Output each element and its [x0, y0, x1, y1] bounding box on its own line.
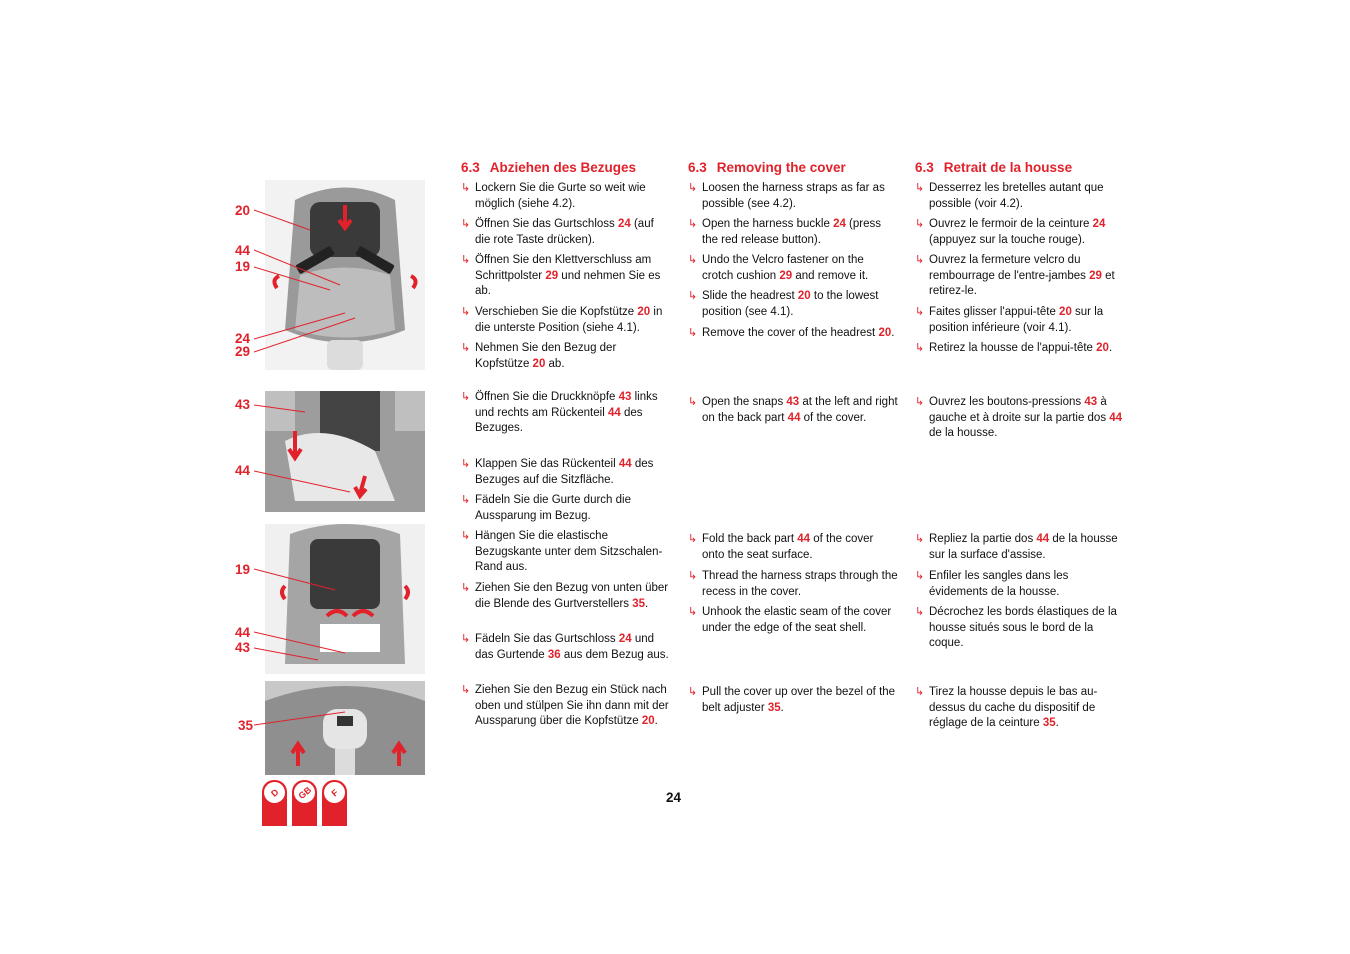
step-item [688, 532, 898, 563]
part-reference-number: 20 [532, 357, 546, 370]
step-text: Open the harness buckle [702, 218, 834, 230]
step-text: Fädeln Sie das Gurtschloss [475, 633, 619, 645]
back-cover-illustration [265, 391, 425, 512]
part-reference-number: 20 [797, 290, 811, 302]
bullet-arrow-icon: ↳ [915, 396, 925, 408]
section-heading: 6.3 Retrait de la housse [915, 160, 1073, 175]
step-item [461, 683, 671, 730]
part-reference-number: 20 [637, 306, 651, 318]
callout-19: 19 [235, 259, 251, 274]
bullet-arrow-icon: ↳ [461, 684, 471, 696]
bullet-arrow-icon: ↳ [688, 327, 698, 339]
step-text: . [1055, 717, 1059, 730]
bullet-arrow-icon: ↳ [461, 530, 471, 542]
step-text: . [654, 715, 658, 728]
step-text: of the cover. [800, 411, 867, 424]
step-item [461, 341, 671, 372]
step-text: et retirez-le. [929, 269, 1115, 298]
step-text: Décrochez les bords élastiques de la housse situés sous le bord de la coque. [929, 606, 1117, 650]
language-tab-d: D [262, 780, 287, 826]
bullet-arrow-icon: ↳ [688, 218, 698, 230]
step-item [915, 253, 1125, 300]
bullet-arrow-icon: ↳ [461, 254, 471, 266]
step-text: Fädeln Sie die Gurte durch die Aussparung im Bezug. [475, 494, 631, 522]
step-text: des Bezuges. [475, 406, 643, 435]
step-text: Undo the Velcro fastener on the crotch cushion [702, 254, 864, 282]
step-item [688, 605, 898, 636]
step-text: Fold the back part [702, 533, 798, 545]
step-item [461, 632, 671, 663]
step-text: of the cover onto the seat surface. [702, 533, 874, 561]
step-text: und nehmen Sie es ab. [475, 269, 661, 298]
part-reference-number: 44 [607, 406, 621, 419]
bullet-arrow-icon: ↳ [915, 686, 925, 698]
callout-19: 19 [235, 562, 251, 577]
step-text: Öffnen Sie den Klettverschluss am Schrittpolster [475, 254, 652, 282]
figure-1-seat-front [265, 180, 425, 370]
bullet-arrow-icon: ↳ [915, 570, 925, 582]
section-heading: 6.3 Abziehen des Bezuges [461, 160, 637, 175]
step-text: . [780, 701, 784, 714]
part-reference-number: 44 [1109, 411, 1123, 424]
step-item [688, 181, 898, 212]
step-text: Retirez la housse de l'appui-tête [929, 342, 1097, 354]
figure-4-belt-adjuster [265, 681, 425, 775]
step-item [688, 395, 898, 426]
callout-44: 44 [235, 625, 251, 640]
step-text: Remove the cover of the headrest [702, 327, 879, 339]
step-text: Slide the headrest [702, 290, 798, 302]
bullet-arrow-icon: ↳ [461, 218, 471, 230]
part-reference-number: 44 [618, 458, 632, 470]
bullet-arrow-icon: ↳ [461, 633, 471, 645]
step-text: Pull the cover up over the bezel of the belt adjuster [702, 686, 896, 714]
callout-29: 29 [235, 344, 251, 359]
step-text: links und rechts am Rückenteil [475, 391, 658, 419]
step-text: Nehmen Sie den Bezug der Kopfstütze [475, 342, 617, 370]
step-item [461, 253, 671, 300]
step-item [461, 457, 671, 488]
bullet-arrow-icon: ↳ [688, 606, 698, 618]
step-text: Desserrez les bretelles autant que possible (voir 4.2). [929, 182, 1104, 210]
part-reference-number: 29 [779, 269, 793, 282]
step-item [915, 341, 1125, 357]
step-text: (appuyez sur la touche rouge). [929, 233, 1085, 246]
callout-44: 44 [235, 463, 251, 478]
callout-35: 35 [238, 718, 254, 733]
part-reference-number: 24 [617, 218, 631, 230]
step-text: Klappen Sie das Rückenteil [475, 458, 619, 470]
step-item [915, 569, 1125, 600]
callout-24: 24 [235, 331, 251, 346]
step-text: (auf die rote Taste drücken). [475, 218, 654, 246]
step-text: at the left and right on the back part [702, 396, 898, 424]
step-text: in die unterste Position (siehe 4.1). [475, 306, 663, 334]
bullet-arrow-icon: ↳ [461, 494, 471, 506]
step-text: and remove it. [792, 269, 869, 282]
step-item [688, 569, 898, 600]
step-text: (press the red release button). [702, 218, 882, 246]
step-text: aus dem Bezug aus. [560, 648, 669, 661]
step-text: Faites glisser l'appui-tête [929, 306, 1060, 318]
step-item [688, 685, 898, 716]
part-reference-number: 35 [767, 701, 781, 714]
step-text: Lockern Sie die Gurte so weit wie möglich (siehe 4.2). [475, 182, 646, 210]
bullet-arrow-icon: ↳ [915, 182, 925, 194]
step-item [915, 305, 1125, 336]
bullet-arrow-icon: ↳ [461, 182, 471, 194]
step-text: Ouvrez le fermoir de la ceinture [929, 218, 1093, 230]
bullet-arrow-icon: ↳ [461, 391, 471, 403]
language-tab-gb: GB [292, 780, 317, 826]
step-text: Ouvrez les boutons-pressions [929, 396, 1085, 408]
step-text: und das Gurtende [475, 633, 655, 661]
part-reference-number: 24 [1092, 218, 1106, 230]
harness-threading-illustration [265, 524, 425, 674]
step-text: Open the snaps [702, 396, 787, 408]
bullet-arrow-icon: ↳ [688, 570, 698, 582]
step-item [915, 181, 1125, 212]
step-text: Tirez la housse depuis le bas au-dessus du cache du dispositif de réglage de la ceinture [929, 686, 1098, 730]
step-item [688, 289, 898, 320]
step-item [915, 605, 1125, 652]
bullet-arrow-icon: ↳ [461, 306, 471, 318]
belt-adjuster-illustration [265, 681, 425, 775]
bullet-arrow-icon: ↳ [461, 342, 471, 354]
bullet-arrow-icon: ↳ [915, 342, 925, 354]
bullet-arrow-icon: ↳ [688, 290, 698, 302]
step-item [461, 181, 671, 212]
step-item [461, 581, 671, 612]
part-reference-number: 43 [1084, 396, 1098, 408]
part-reference-number: 35 [632, 597, 646, 610]
part-reference-number: 43 [786, 396, 800, 408]
step-item [688, 217, 898, 248]
step-text: à gauche et à droite sur la partie dos [929, 396, 1110, 424]
step-item [915, 395, 1125, 442]
part-reference-number: 24 [833, 218, 846, 230]
part-reference-number: 36 [547, 648, 561, 661]
bullet-arrow-icon: ↳ [915, 606, 925, 618]
step-text: Loosen the harness straps as far as possible (see 4.2). [702, 182, 885, 210]
step-text: Verschieben Sie die Kopfstütze [475, 306, 638, 318]
step-text: Ziehen Sie den Bezug ein Stück nach oben und stülpen Sie ihn dann mit der Aussparung über die Kopfstütze [475, 684, 669, 728]
page-number: 24 [666, 790, 682, 805]
part-reference-number: 43 [618, 391, 632, 403]
step-text: Repliez la partie dos [929, 533, 1037, 545]
step-item [461, 493, 671, 524]
step-text: Hängen Sie die elastische Bezugskante unter dem Sitzschalen-Rand aus. [475, 530, 663, 574]
figure-3-harness-threading [265, 524, 425, 674]
bullet-arrow-icon: ↳ [688, 254, 698, 266]
bullet-arrow-icon: ↳ [461, 582, 471, 594]
section-heading: 6.3 Removing the cover [688, 160, 846, 175]
step-text: de la housse sur la surface d'assise. [929, 533, 1118, 561]
language-tab-f: F [322, 780, 347, 826]
bullet-arrow-icon: ↳ [688, 686, 698, 698]
step-item [688, 253, 898, 284]
callout-43: 43 [235, 640, 251, 655]
step-text: . [645, 597, 649, 610]
step-text: des Bezuges auf die Sitzfläche. [475, 458, 654, 486]
step-item [461, 305, 671, 336]
step-item [915, 532, 1125, 563]
bullet-arrow-icon: ↳ [688, 182, 698, 194]
step-text: Öffnen Sie das Gurtschloss [475, 218, 618, 230]
step-item [461, 217, 671, 248]
step-text: Thread the harness straps through the recess in the cover. [702, 570, 898, 598]
part-reference-number: 44 [797, 533, 811, 545]
callout-44: 44 [235, 243, 251, 258]
part-reference-number: 20 [878, 327, 892, 339]
step-item [461, 529, 671, 576]
bullet-arrow-icon: ↳ [461, 458, 471, 470]
bullet-arrow-icon: ↳ [915, 533, 925, 545]
step-item [688, 326, 898, 342]
step-item [915, 217, 1125, 248]
step-text: Öffnen Sie die Druckknöpfe [475, 391, 619, 403]
step-text: . [891, 327, 895, 339]
part-reference-number: 24 [618, 633, 632, 645]
figure-2-back-cover [265, 391, 425, 512]
part-reference-number: 35 [1042, 717, 1056, 730]
step-text: to the lowest position (see 4.1). [702, 290, 879, 318]
car-seat-illustration [265, 180, 425, 370]
step-text: Enfiler les sangles dans les évidements de la housse. [929, 570, 1069, 598]
step-item [915, 685, 1125, 732]
part-reference-number: 20 [641, 715, 655, 728]
step-text: Ziehen Sie den Bezug von unten über die Blende des Gurtverstellers [475, 582, 669, 610]
bullet-arrow-icon: ↳ [915, 254, 925, 266]
step-item [461, 390, 671, 437]
callout-43: 43 [235, 397, 251, 412]
part-reference-number: 29 [545, 269, 559, 282]
step-text: ab. [545, 357, 565, 370]
step-text: Unhook the elastic seam of the cover under the edge of the seat shell. [702, 606, 892, 634]
part-reference-number: 44 [1036, 533, 1050, 545]
step-text: Ouvrez la fermeture velcro du rembourrage de l'entre-jambes [929, 254, 1090, 282]
part-reference-number: 20 [1096, 342, 1109, 354]
step-text: de la housse. [929, 427, 998, 440]
bullet-arrow-icon: ↳ [915, 218, 925, 230]
bullet-arrow-icon: ↳ [688, 396, 698, 408]
step-text: sur la position inférieure (voir 4.1). [929, 306, 1104, 334]
bullet-arrow-icon: ↳ [915, 306, 925, 318]
step-text: . [1108, 342, 1113, 354]
part-reference-number: 20 [1059, 306, 1072, 318]
part-reference-number: 29 [1089, 269, 1102, 282]
part-reference-number: 44 [787, 411, 801, 424]
callout-20: 20 [235, 203, 251, 218]
bullet-arrow-icon: ↳ [688, 533, 698, 545]
